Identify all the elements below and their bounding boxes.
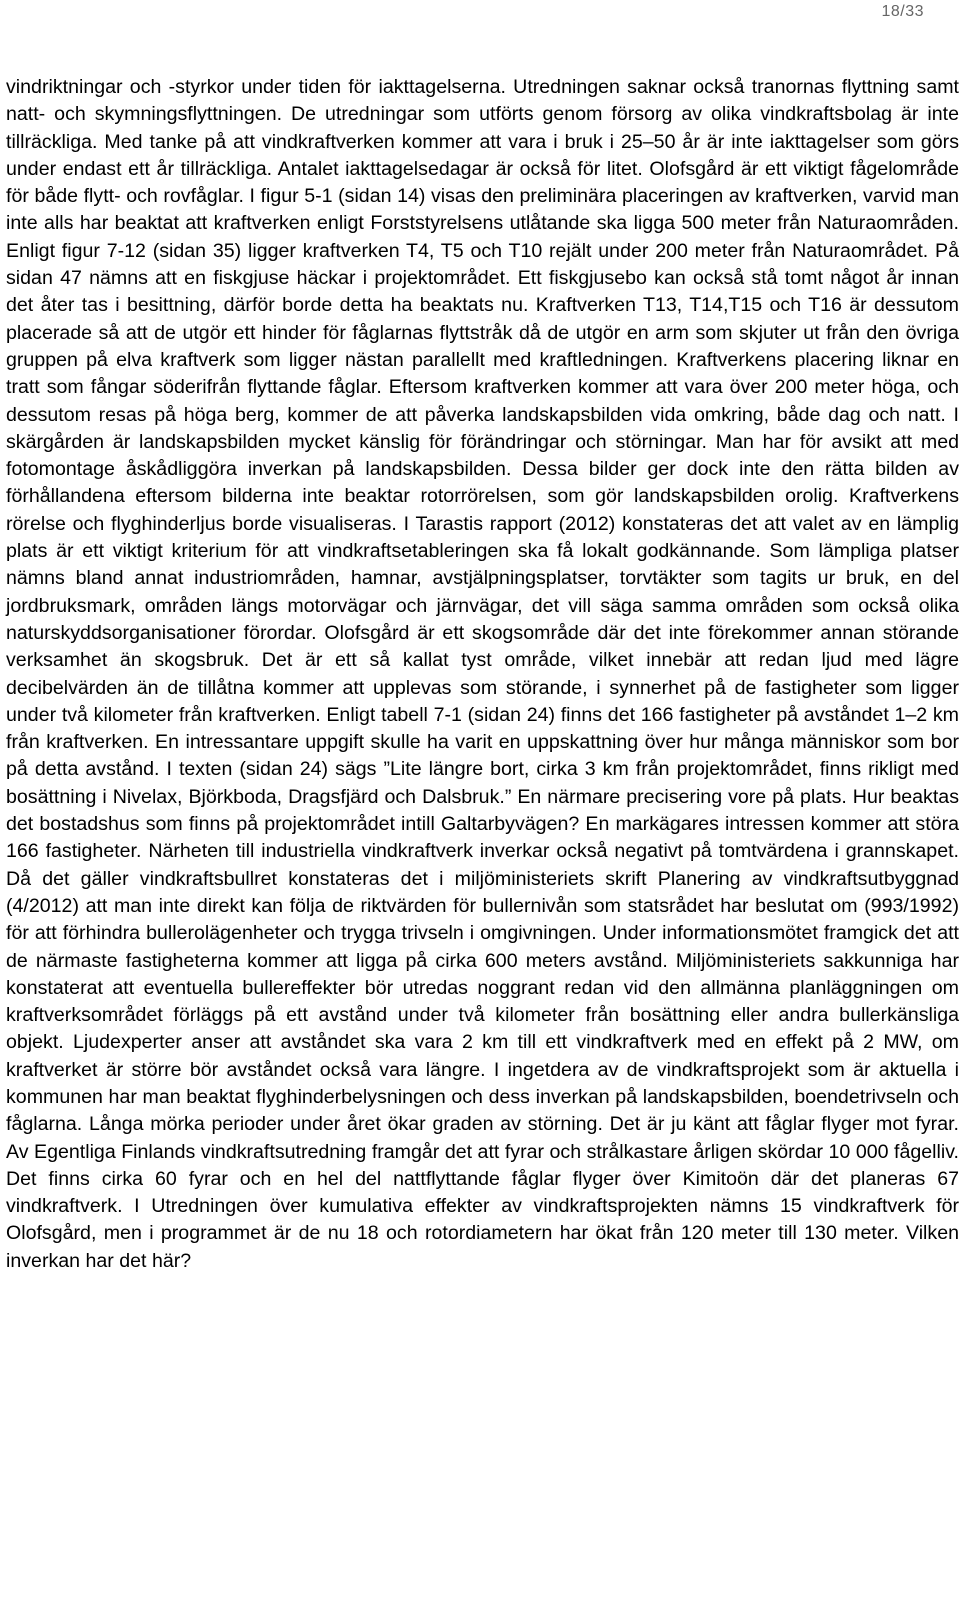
body-text: vindriktningar och -styrkor under tiden för iakttagelserna. Utredningen saknar också tranornas flyttning samt natt- och skymningsflyttningen. De utredningar som utförts genom försorg av olika vindkraftsbolag är inte tillräckliga. Med tanke på att vindkraftverken kommer att vara i bruk i 25–50 år är inte iakttagelser som görs under endast ett år tillräckliga. Antalet iakttagelsedagar är också för litet. Olofsgård är ett viktigt fågelområde för både flytt- och rovfåglar. I figur 5-1 (sidan 14) visas den preliminära placeringen av kraftverken, varvid man inte alls har beaktat att kraftverken enligt Forststyrelsens utlåtande ska ligga 500 meter från Naturaområden. Enligt figur 7-12 (sidan 35) ligger kraftverken T4, T5 och T10 rejält under 200 meter från Naturaområdet. På sidan 47 nämns att en fiskgjuse häckar i projektområdet. Ett fiskgjusebo kan också stå tomt något år innan det åter tas i besittning, därför borde detta ha beaktats nu. Kraftverken T13, T14,T15 och T16 är dessutom placerade så att de utgör ett hinder för fåglarnas flyttstråk då de utgör en arm som skjuter ut från den övriga gruppen på elva kraftverk som ligger nästan parallellt med kraftledningen. Kraftverkens placering liknar en tratt som fångar söderifrån flyttande fåglar. Eftersom kraftverken kommer att vara över 200 meter höga, och dessutom resas på höga berg, kommer de att påverka landskapsbilden vida omkring, både dag och natt. I skärgården är landskapsbilden mycket känslig för förändringar och störningar. Man har för avsikt att med fotomontage åskådliggöra inverkan på landskapsbilden. Dessa bilder ger dock inte den rätta bilden av förhållandena eftersom bilderna inte beaktar rotorrörelsen, som gör landskapsbilden orolig. Kraftverkens rörelse och flyghinderljus borde visualiseras. I Tarastis rapport (2012) konstateras det att valet av en lämplig plats är ett viktigt kriterium för att vindkraftsetableringen ska få lokalt godkännande. Som lämpliga platser nämns bland annat industriområden, hamnar, avstjälpningsplatser, torvtäkter som tagits ur bruk, en del jordbruksmark, områden längs motorvägar och järnvägar, det vill säga samma områden som också olika naturskyddsorganisationer förordar. Olofsgård är ett skogsområde där det inte förekommer annan störande verksamhet än skogsbruk. Det är ett så kallat tyst område, vilket innebär att redan ljud med lägre decibelvärden än de tillåtna kommer att upplevas som störande, i synnerhet på de fastigheter som ligger under två kilometer från kraftverken. Enligt tabell 7-1 (sidan 24) finns det 166 fastigheter på avståndet 1–2 km från kraftverken. En intressantare uppgift skulle ha varit en uppskattning över hur många människor som bor på detta avstånd. I texten (sidan 24) sägs ”Lite längre bort, cirka 3 km från projektområdet, finns rikligt med bosättning i Nivelax, Björkboda, Dragsfjärd och Dalsbruk.” En närmare precisering vore på plats. Hur beaktas det bostadshus som finns på projektområdet intill Galtarbyvägen? En markägares intressen kommer att störa 166 fastigheter. Närheten till industriella vindkraftverk inverkar också negativt på tomtvärdena i grannskapet. Då det gäller vindkraftsbullret konstateras det i miljöministeriets skrift Planering av vindkraftsutbyggnad (4/2012) att man inte direkt kan följa de riktvärden för bullernivån som statsrådet har beslutat om (993/1992) för att förhindra bullerolägenheter och trygga trivseln i omgivningen. Under informationsmötet framgick det att de närmaste fastigheterna kommer att ligga på cirka 600 meters avstånd. Miljöministeriets sakkunniga har konstaterat att eventuella bullereffekter bör utredas noggrant redan vid den allmänna planläggningen om kraftverksområdet förläggs på ett avstånd under två kilometer från bosättning eller andra bullerkänsliga objekt. Ljudexperter anser att avståndet ska vara 2 km till ett vindkraftverk med en effekt på 2 MW, om kraftverket är större bör avståndet också vara längre. I ingetdera av de vindkraftsprojekt som är aktuella i kommunen har man beaktat flyghinderbelysningen och dess inverkan på landskapsbilden, boendetrivseln och fåglarna. Långa mörka perioder under året ökar graden av störning. Det är ju känt att fåglar flyger mot fyrar. Av Egentliga Finlands vindkraftsutredning framgår det att fyrar och strålkastare årligen skördar 10 000 fågelliv. Det finns cirka 60 fyrar och en hel del nattflyttande fåglar flyger över Kimitoön där det planeras 67 vindkraftverk. I Utredningen över kumulativa effekter av vindkraftsprojekten nämns 15 vindkraftverk för Olofsgård, men i programmet är de nu 18 och rotordiametern har ökat från 120 meter till 130 meter. Vilken inverkan har det här? [6, 76, 959, 1272]
page-number: 18/33 [881, 3, 924, 20]
